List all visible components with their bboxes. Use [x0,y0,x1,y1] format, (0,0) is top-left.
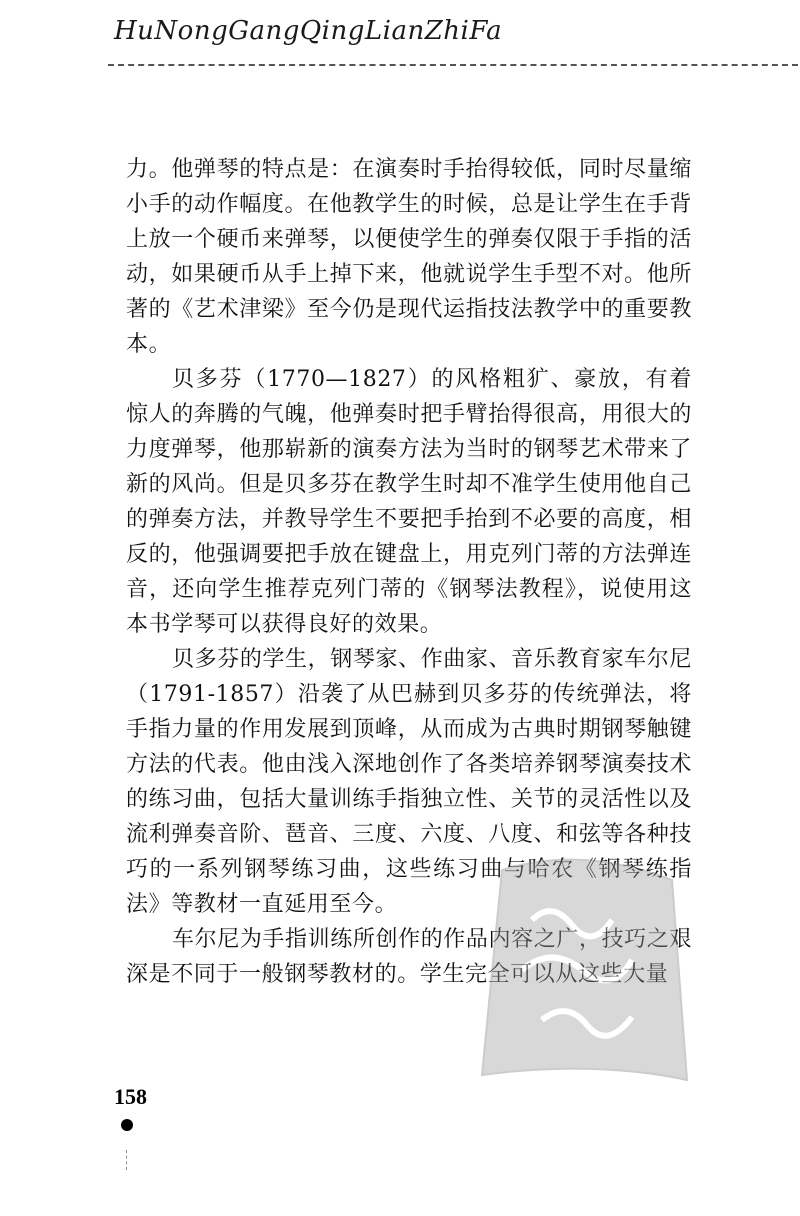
paragraph-4: 车尔尼为手指训练所创作的作品内容之广，技巧之艰深是不同于一般钢琴教材的。学生完全可以从这些大量 [126,927,692,987]
library-stamp-watermark [472,850,692,1090]
page-dot-icon [121,1119,133,1131]
header-rule [108,64,798,66]
page-number: 158 [114,1084,147,1109]
running-header-title: HuNongGangQingLianZhiFa [114,16,503,46]
paragraph-2: 贝多芬（1770—1827）的风格粗犷、豪放，有着惊人的奔腾的气魄，他弹奏时把手臂抬得很高，用很大的力度弹琴，他那崭新的演奏方法为当时的钢琴艺术带来了新的风尚。但是贝多芬在教学生时却不准学生使用他自己的弹奏方法，并教导学生不要把手抬到不必要的高度，相反的，他强调要把手放在键盘上，用克列门蒂的方法弹连音，还向学生推荐克列门蒂的《钢琴法教程》，说使用这本书学琴可以获得良好的效果。 [126,367,692,637]
running-header [108,10,798,70]
paragraph-1: 力。他弹琴的特点是：在演奏时手抬得较低，同时尽量缩小手的动作幅度。在他教学生的时候，总是让学生在手背上放一个硬币来弹琴，以便使学生的弹奏仅限于手指的活动，如果硬币从手上掉下来，他就说学生手型不对。他所著的《艺术津梁》至今仍是现代运指技法教学中的重要教本。 [126,157,692,357]
page-tick-mark [126,1150,127,1170]
paragraph-3: 贝多芬的学生，钢琴家、作曲家、音乐教育家车尔尼（1791-1857）沿袭了从巴赫到贝多芬的传统弹法，将手指力量的作用发展到顶峰，从而成为古典时期钢琴触键方法的代表。他由浅入深地创作了各类培养钢琴演奏技术的练习曲，包括大量训练手指独立性、关节的灵活性以及流利弹奏音阶、琶音、三度、六度、八度、和弦等各种技巧的一系列钢琴练习曲，这些练习曲与哈农《钢琴练指法》等教材一直延用至今。 [126,647,692,917]
